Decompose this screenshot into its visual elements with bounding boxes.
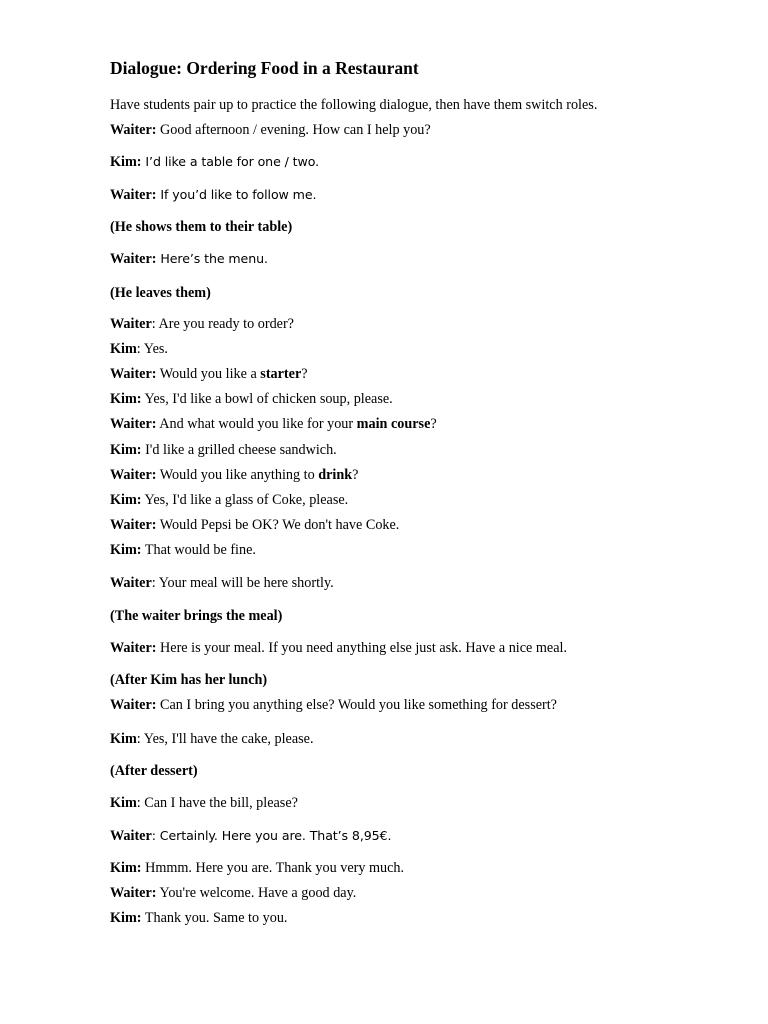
speaker-label: Waiter: <box>110 416 157 432</box>
dialogue-line <box>110 909 287 927</box>
dialogue-line <box>110 794 298 812</box>
line-text: That would be fine. <box>141 542 256 558</box>
line-text: Here’s the menu. <box>156 251 268 266</box>
speaker-label: Waiter <box>110 828 152 844</box>
document-title: Dialogue: Ordering Food in a Restaurant <box>110 58 419 78</box>
dialogue-line <box>110 365 308 383</box>
line-text: Would you like a <box>156 366 261 382</box>
speaker-label: Waiter: <box>110 122 157 138</box>
line-text: Would you like anything to <box>156 467 319 483</box>
line-text: Yes, I'd like a glass of Coke, please. <box>141 492 349 508</box>
speaker-label: Kim: <box>110 154 142 170</box>
stage-direction-text: (After dessert) <box>110 763 198 779</box>
line-text: Thank you. Same to you. <box>141 910 288 926</box>
dialogue-line <box>110 639 567 657</box>
stage-direction <box>110 284 211 302</box>
menu-term: starter <box>260 366 302 382</box>
dialogue-line <box>110 153 319 171</box>
speaker-label: Waiter: <box>110 251 157 267</box>
dialogue-line <box>110 415 437 433</box>
line-text-end: ? <box>352 467 359 483</box>
dialogue-line <box>110 441 337 459</box>
dialogue-line <box>110 827 391 845</box>
speaker-label: Kim: <box>110 442 142 458</box>
stage-direction-text: (After Kim has her lunch) <box>110 672 268 688</box>
dialogue-line <box>110 491 348 509</box>
speaker-label: Waiter: <box>110 467 157 483</box>
line-text: : Yes, I'll have the cake, please. <box>136 731 314 747</box>
stage-direction-text: (He leaves them) <box>110 285 211 301</box>
speaker-label: Kim: <box>110 860 142 876</box>
line-text: : Can I have the bill, please? <box>136 795 298 811</box>
dialogue-line <box>110 340 168 358</box>
dialogue-line <box>110 541 256 559</box>
stage-direction <box>110 762 198 780</box>
intro-text: Have students pair up to practice the following dialogue, then have them switch roles. <box>110 97 598 113</box>
speaker-label: Kim <box>110 341 137 357</box>
line-text: You're welcome. Have a good day. <box>156 885 357 901</box>
speaker-label: Kim: <box>110 542 142 558</box>
speaker-label: Waiter: <box>110 187 157 203</box>
speaker-label: Kim: <box>110 910 142 926</box>
line-text: Here is your meal. If you need anything else just ask. Have a nice meal. <box>156 640 567 656</box>
line-text: : Yes. <box>136 341 168 357</box>
line-text: Good afternoon / evening. How can I help you? <box>156 122 431 138</box>
speaker-label: Kim <box>110 731 137 747</box>
speaker-label: Waiter: <box>110 885 157 901</box>
stage-direction <box>110 607 282 625</box>
speaker-label: Waiter: <box>110 640 157 656</box>
speaker-label: Waiter: <box>110 697 157 713</box>
menu-term: drink <box>318 467 353 483</box>
dialogue-line <box>110 390 393 408</box>
dialogue-line <box>110 730 314 748</box>
line-text: Can I bring you anything else? Would you like something for dessert? <box>156 697 557 713</box>
dialogue-line <box>110 516 399 534</box>
line-text: : Your meal will be here shortly. <box>151 575 334 591</box>
speaker-label: Waiter <box>110 316 152 332</box>
line-text-end: ? <box>301 366 308 382</box>
dialogue-line <box>110 250 268 268</box>
dialogue-line <box>110 574 334 592</box>
speaker-label: Waiter <box>110 575 152 591</box>
dialogue-line <box>110 315 294 333</box>
line-text: Yes, I'd like a bowl of chicken soup, please. <box>141 391 393 407</box>
speaker-label: Kim <box>110 795 137 811</box>
dialogue-line <box>110 186 316 204</box>
speaker-label: Kim: <box>110 492 142 508</box>
line-text: I'd like a grilled cheese sandwich. <box>141 442 337 458</box>
line-text: : Are you ready to order? <box>151 316 294 332</box>
dialogue-line <box>110 696 557 714</box>
line-text: : Certainly. Here you are. That’s 8,95€. <box>151 828 392 843</box>
dialogue-line <box>110 466 358 484</box>
stage-direction-text: (The waiter brings the meal) <box>110 608 283 624</box>
line-text: Would Pepsi be OK? We don't have Coke. <box>156 517 400 533</box>
menu-term: main course <box>356 416 431 432</box>
line-text: I’d like a table for one / two. <box>141 154 319 169</box>
line-text: Hmmm. Here you are. Thank you very much. <box>141 860 405 876</box>
dialogue-line <box>110 884 356 902</box>
line-text-end: ? <box>430 416 437 432</box>
speaker-label: Waiter: <box>110 517 157 533</box>
line-text: And what would you like for your <box>156 416 357 432</box>
speaker-label: Waiter: <box>110 366 157 382</box>
line-text: If you’d like to follow me. <box>156 187 317 202</box>
stage-direction <box>110 218 292 236</box>
dialogue-line <box>110 859 404 877</box>
stage-direction <box>110 671 267 689</box>
stage-direction-text: (He shows them to their table) <box>110 219 293 235</box>
dialogue-line <box>110 121 431 139</box>
speaker-label: Kim: <box>110 391 142 407</box>
